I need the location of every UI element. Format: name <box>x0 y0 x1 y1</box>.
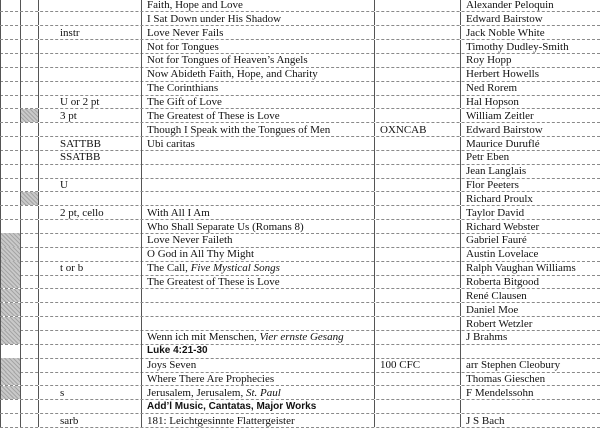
title-cell <box>142 81 375 94</box>
voicing-cell <box>39 344 142 357</box>
title-text: The Greatest of These is Love <box>147 276 280 288</box>
composer-cell: Roy Hopp <box>466 54 512 67</box>
title-text: The Corinthians <box>147 82 219 95</box>
composer-cell: Hal Hopson <box>466 95 519 108</box>
composer-cell: Taylor David <box>466 206 525 219</box>
table-row <box>0 220 600 234</box>
voicing-cell: s <box>39 386 142 399</box>
table-row <box>0 164 600 178</box>
title-text: Now Abideth Faith, Hope, and Charity <box>147 68 318 81</box>
table-row <box>0 358 600 372</box>
voicing-cell: 3 pt <box>39 109 142 122</box>
table-row <box>0 303 600 317</box>
composer-cell: arr Stephen Cleobury <box>466 359 561 372</box>
edition-cell <box>375 206 461 219</box>
voicing-cell <box>39 192 142 205</box>
table-row <box>0 53 600 67</box>
edition-cell <box>375 344 461 357</box>
voicing-cell: 2 pt, cello <box>39 206 142 219</box>
section-header-row <box>0 344 600 358</box>
table-row <box>0 206 600 220</box>
edition-cell <box>375 40 461 53</box>
shade-marker-b <box>21 26 39 39</box>
composer-cell: Flor Peeters <box>466 179 519 192</box>
composer-cell: Jean Langlais <box>466 165 527 178</box>
table-row <box>0 67 600 81</box>
composer-cell: Richard Proulx <box>466 192 533 205</box>
voicing-cell: sarb <box>39 414 142 427</box>
composer-cell: Gabriel Fauré <box>466 234 527 247</box>
voicing-cell: U or 2 pt <box>39 95 142 108</box>
shade-marker-b <box>21 178 39 191</box>
shade-marker-b <box>21 0 39 11</box>
shade-marker-b <box>21 372 39 385</box>
shade-marker-a <box>0 247 21 260</box>
shade-marker-b <box>21 358 39 371</box>
composer-cell: J Brahms <box>466 331 508 344</box>
shade-marker-a <box>0 178 21 191</box>
shade-marker-b <box>21 67 39 80</box>
composer-cell: Alexander Peloquin <box>466 0 554 11</box>
voicing-cell <box>39 372 142 385</box>
voicing-cell <box>39 400 142 413</box>
table-row <box>0 317 600 331</box>
shade-marker-a <box>0 414 21 427</box>
title-cell <box>142 247 375 260</box>
shade-marker-b <box>21 414 39 427</box>
table-row <box>0 386 600 400</box>
edition-cell <box>375 261 461 274</box>
shade-marker-a <box>0 275 21 288</box>
shade-marker-b <box>21 386 39 399</box>
edition-cell <box>375 275 461 288</box>
shade-marker-a <box>0 109 21 122</box>
composer-cell: Timothy Dudley-Smith <box>466 40 569 53</box>
shade-marker-a <box>0 81 21 94</box>
composer-cell: Thomas Gieschen <box>466 372 546 385</box>
title-text: I Sat Down under His Shadow <box>147 12 282 25</box>
title-cell <box>142 53 375 66</box>
voicing-cell <box>39 0 142 11</box>
composer-cell: Daniel Moe <box>466 303 519 316</box>
edition-cell <box>375 289 461 302</box>
shade-marker-b <box>21 95 39 108</box>
edition-cell <box>375 414 461 427</box>
title-cell <box>142 233 375 246</box>
title-text: Though I Speak with the Tongues of Men <box>147 123 331 136</box>
edition-cell <box>375 192 461 205</box>
title-text: Joys Seven <box>147 359 197 372</box>
edition-cell <box>375 137 461 150</box>
shade-marker-a <box>0 344 21 357</box>
voicing-cell: t or b <box>39 261 142 274</box>
title-text: With All I Am <box>147 206 210 219</box>
shade-marker-b <box>21 330 39 343</box>
voicing-cell <box>39 67 142 80</box>
shade-marker-b <box>21 247 39 260</box>
shade-marker-a <box>0 386 21 399</box>
edition-cell: 100 CFC <box>375 358 461 371</box>
edition-cell <box>375 26 461 39</box>
shade-marker-a <box>0 400 21 413</box>
edition-cell <box>375 81 461 94</box>
title-work-italic: St. Paul <box>245 386 281 399</box>
title-text: 181: Leichtgesinnte Flattergeister <box>147 414 295 427</box>
table-row <box>0 123 600 137</box>
shade-marker-a <box>0 164 21 177</box>
title-work-italic: Five Mystical Songs <box>190 262 280 275</box>
composer-cell: Richard Webster <box>466 220 540 233</box>
edition-cell: OXNCAB <box>375 123 461 136</box>
title-cell <box>142 26 375 39</box>
shade-marker-b <box>21 40 39 53</box>
table-row <box>0 26 600 40</box>
title-cell <box>142 0 375 11</box>
title-cell <box>142 261 375 274</box>
voicing-cell <box>39 317 142 330</box>
shade-marker-a <box>0 303 21 316</box>
shade-marker-a <box>0 317 21 330</box>
shade-marker-a <box>0 330 21 343</box>
shade-marker-b <box>21 150 39 163</box>
voicing-cell: SATTBB <box>39 137 142 150</box>
voicing-cell <box>39 12 142 25</box>
table-row <box>0 247 600 261</box>
table-row <box>0 330 600 344</box>
title-cell <box>142 109 375 122</box>
shade-marker-b <box>21 220 39 233</box>
shade-marker-a <box>0 53 21 66</box>
edition-cell <box>375 247 461 260</box>
shade-marker-a <box>0 95 21 108</box>
shade-marker-b <box>21 192 39 205</box>
edition-cell <box>375 233 461 246</box>
title-cell <box>142 12 375 25</box>
title-text: Love Never Faileth <box>147 234 233 247</box>
shade-marker-b <box>21 206 39 219</box>
shade-marker-a <box>0 150 21 163</box>
shade-marker-a <box>0 40 21 53</box>
title-cell <box>142 289 375 302</box>
table-row <box>0 0 600 12</box>
shade-marker-a <box>0 192 21 205</box>
title-cell <box>142 317 375 330</box>
composer-cell <box>461 400 600 413</box>
composer-cell: Herbert Howells <box>466 68 540 81</box>
voicing-cell: SSATBB <box>39 150 142 163</box>
title-cell <box>142 303 375 316</box>
edition-cell <box>375 178 461 191</box>
edition-cell <box>375 0 461 11</box>
title-cell <box>142 178 375 191</box>
table-row <box>0 40 600 54</box>
shade-marker-b <box>21 123 39 136</box>
voicing-cell <box>39 220 142 233</box>
edition-cell <box>375 53 461 66</box>
title-text: The Call, <box>147 262 191 275</box>
title-cell <box>142 123 375 136</box>
title-text: O God in All Thy Might <box>147 248 255 261</box>
voicing-cell: U <box>39 178 142 191</box>
voicing-cell <box>39 275 142 288</box>
shade-marker-b <box>21 261 39 274</box>
title-text: Jerusalem, Jerusalem, <box>147 386 246 399</box>
table-row <box>0 12 600 26</box>
title-cell <box>142 330 375 343</box>
shade-marker-a <box>0 261 21 274</box>
composer-cell: René Clausen <box>466 289 527 302</box>
composer-cell: Austin Lovelace <box>466 248 539 261</box>
shade-marker-b <box>21 317 39 330</box>
edition-cell <box>375 95 461 108</box>
composer-cell: William Zeitler <box>466 109 534 122</box>
section-header-row <box>0 400 600 414</box>
composer-cell: Roberta Bitgood <box>466 276 540 288</box>
voicing-cell <box>39 233 142 246</box>
composer-cell: J S Bach <box>466 414 505 427</box>
table-row <box>0 95 600 109</box>
composer-cell: Petr Eben <box>466 151 510 164</box>
shade-marker-a <box>0 206 21 219</box>
table-row <box>0 233 600 247</box>
table-row <box>0 137 600 151</box>
table-row <box>0 178 600 192</box>
title-text: Not for Tongues <box>147 40 219 53</box>
edition-cell <box>375 386 461 399</box>
title-text: Where There Are Prophecies <box>147 372 275 385</box>
title-text: Faith, Hope and Love <box>147 0 243 11</box>
title-cell <box>142 67 375 80</box>
title-text: Love Never Fails <box>147 26 224 39</box>
shade-marker-b <box>21 275 39 288</box>
composer-cell: Edward Bairstow <box>466 123 543 136</box>
title-cell <box>142 40 375 53</box>
voicing-cell <box>39 123 142 136</box>
shade-marker-a <box>0 220 21 233</box>
table-row <box>0 261 600 275</box>
shade-marker-b <box>21 400 39 413</box>
title-cell <box>142 150 375 163</box>
composer-cell: Maurice Duruflé <box>466 137 540 150</box>
shade-marker-b <box>21 344 39 357</box>
title-work-italic: Vier ernste Gesang <box>259 331 344 344</box>
shade-marker-b <box>21 233 39 246</box>
table-row <box>0 150 600 164</box>
title-text: Who Shall Separate Us (Romans 8) <box>147 220 304 233</box>
shade-marker-b <box>21 109 39 122</box>
composer-cell: Jack Noble White <box>466 26 545 39</box>
section-heading: Luke 4:21-30 <box>142 344 375 357</box>
table-row <box>0 289 600 303</box>
shade-marker-a <box>0 26 21 39</box>
shade-marker-b <box>21 164 39 177</box>
composer-cell: Ralph Vaughan Williams <box>466 262 576 275</box>
title-cell <box>142 164 375 177</box>
edition-cell <box>375 303 461 316</box>
title-cell <box>142 220 375 233</box>
shade-marker-a <box>0 137 21 150</box>
shade-marker-b <box>21 81 39 94</box>
title-cell <box>142 206 375 219</box>
shade-marker-a <box>0 123 21 136</box>
shade-marker-b <box>21 303 39 316</box>
section-heading: Add’l Music, Cantatas, Major Works <box>142 400 375 413</box>
shade-marker-a <box>0 12 21 25</box>
edition-cell <box>375 372 461 385</box>
table-row <box>0 372 600 386</box>
voicing-cell <box>39 81 142 94</box>
shade-marker-b <box>21 53 39 66</box>
voicing-cell <box>39 247 142 260</box>
table-row <box>0 81 600 95</box>
title-text: The Greatest of These is Love <box>147 109 280 122</box>
title-cell <box>142 386 375 399</box>
title-text: The Gift of Love <box>147 95 222 108</box>
composer-cell: Edward Bairstow <box>466 12 543 25</box>
shade-marker-b <box>21 289 39 302</box>
title-text: Wenn ich mit Menschen, <box>147 331 260 344</box>
edition-cell <box>375 12 461 25</box>
voicing-cell <box>39 289 142 302</box>
voicing-cell <box>39 53 142 66</box>
shade-marker-a <box>0 0 21 11</box>
edition-cell <box>375 109 461 122</box>
title-cell <box>142 192 375 205</box>
shade-marker-a <box>0 358 21 371</box>
voicing-cell <box>39 164 142 177</box>
title-cell <box>142 414 375 427</box>
shade-marker-b <box>21 137 39 150</box>
voicing-cell: instr <box>39 26 142 39</box>
title-text: Ubi caritas <box>147 137 195 150</box>
shade-marker-b <box>21 12 39 25</box>
edition-cell <box>375 164 461 177</box>
table-row <box>0 192 600 206</box>
shade-marker-a <box>0 233 21 246</box>
composer-cell: Robert Wetzler <box>466 317 533 330</box>
edition-cell <box>375 330 461 343</box>
shade-marker-a <box>0 372 21 385</box>
edition-cell <box>375 150 461 163</box>
voicing-cell <box>39 303 142 316</box>
composer-cell: Ned Rorem <box>466 82 518 95</box>
voicing-cell <box>39 330 142 343</box>
table-row <box>0 275 600 289</box>
table-row <box>0 109 600 123</box>
edition-cell <box>375 317 461 330</box>
edition-cell <box>375 220 461 233</box>
edition-cell <box>375 67 461 80</box>
table-row <box>0 414 600 428</box>
title-cell <box>142 137 375 150</box>
voicing-cell <box>39 40 142 53</box>
shade-marker-a <box>0 67 21 80</box>
title-cell <box>142 95 375 108</box>
composer-cell: F Mendelssohn <box>466 386 534 399</box>
voicing-cell <box>39 358 142 371</box>
title-cell <box>142 372 375 385</box>
edition-cell <box>375 400 461 413</box>
title-text: Not for Tongues of Heaven’s Angels <box>147 54 308 67</box>
shade-marker-a <box>0 289 21 302</box>
title-cell <box>142 275 375 288</box>
title-cell <box>142 358 375 371</box>
composer-cell <box>461 344 600 357</box>
